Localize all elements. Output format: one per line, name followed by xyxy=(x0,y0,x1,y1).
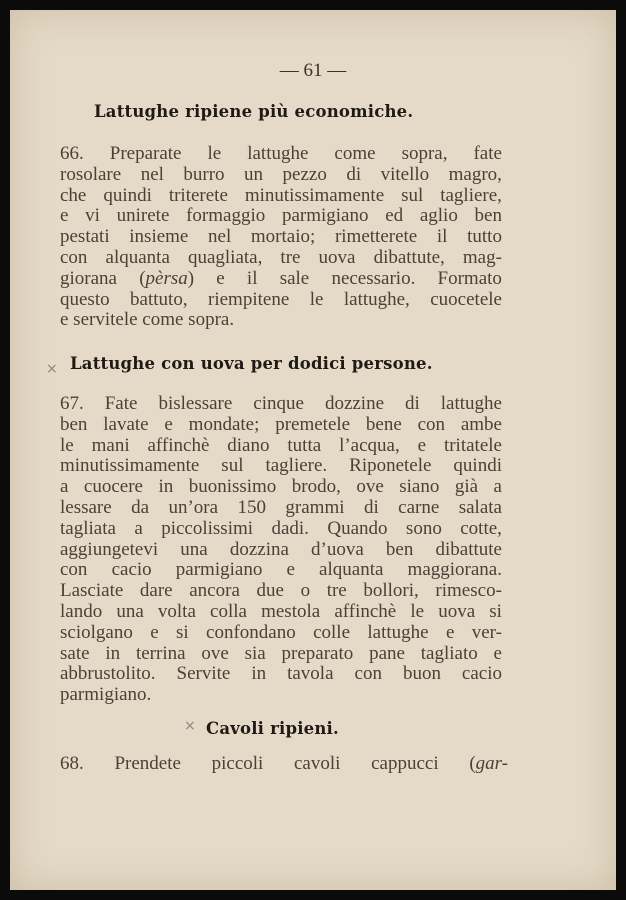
book-page xyxy=(10,10,616,890)
text-line: 66. Preparate le lattughe come sopra, fate xyxy=(60,143,502,164)
recipe-68-text xyxy=(60,754,508,775)
recipe-heading-lattughe-ripiene: Lattughe ripiene più economiche. xyxy=(94,102,414,121)
recipe-66-text xyxy=(60,144,502,331)
text-line: pestati insieme nel mortaio; rimetterete il tutto xyxy=(60,226,502,248)
text-line: ben lavate e mondate; premetele bene con ambe xyxy=(60,413,502,435)
text-line: con cacio parmigiano e alquanta maggiorana. xyxy=(60,559,502,581)
text-line: giorana (pèrsa) e il sale necessario. Formato xyxy=(60,267,502,289)
pencil-x-mark-icon: × xyxy=(184,718,196,734)
recipe-heading-lattughe-con-uova: Lattughe con uova per dodici persone. xyxy=(70,354,433,373)
text-line: le mani affinchè diano tutta l’acqua, e tritatele xyxy=(60,434,502,456)
text-line: sate in terrina ove sia preparato pane tagliato e xyxy=(60,642,502,664)
text-line: parmigiano. xyxy=(60,684,152,706)
text-line: minutissimamente sul tagliere. Riponetele quindi xyxy=(60,455,502,477)
recipe-67-text xyxy=(60,394,502,706)
text-line: lando una volta colla mestola affinchè le uova si xyxy=(60,600,502,622)
text-line: 67. Fate bislessare cinque dozzine di lattughe xyxy=(60,393,502,414)
text-line: sciolgano e si confondano colle lattughe e ver- xyxy=(60,621,502,643)
recipe-heading-cavoli-ripieni: Cavoli ripieni. xyxy=(206,719,339,738)
text-line: questo battuto, riempitene le lattughe, cuocetele xyxy=(60,288,502,310)
text-line: aggiungetevi una dozzina d’uova ben dibattute xyxy=(60,538,502,560)
text-line: e servitele come sopra. xyxy=(60,309,235,331)
text-line: Lasciate dare ancora due o tre bollori, rimesco- xyxy=(60,580,502,602)
text-line: tagliata a piccolissimi dadi. Quando sono cotte, xyxy=(60,517,502,539)
text-line: che quindi triterete minutissimamente sul tagliere, xyxy=(60,184,502,206)
text-line: 68. Prendete piccoli cavoli cappucci (gar- xyxy=(60,753,508,774)
text-line: lessare da un’ora 150 grammi di carne salata xyxy=(60,496,502,518)
page-number: — 61 — xyxy=(279,60,347,81)
text-line: e vi unirete formaggio parmigiano ed aglio ben xyxy=(60,205,502,227)
text-line: abbrustolito. Servite in tavola con buon cacio xyxy=(60,663,502,685)
text-line: con alquanta quagliata, tre uova dibattute, mag- xyxy=(60,246,502,268)
text-line: a cuocere in buonissimo brodo, ove siano già a xyxy=(60,476,502,498)
pencil-x-mark-icon: × xyxy=(46,361,58,377)
text-line: rosolare nel burro un pezzo di vitello magro, xyxy=(60,163,502,185)
